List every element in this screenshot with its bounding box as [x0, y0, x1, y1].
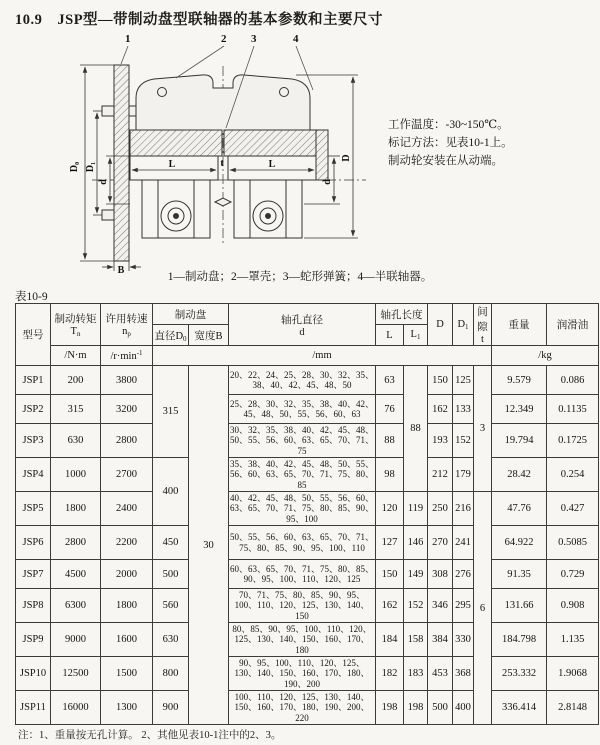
cell-disc-diameter: 900 — [153, 691, 189, 725]
cell-L: 127 — [376, 526, 404, 560]
col-header-oil: 润滑油 — [547, 304, 599, 346]
cell-D1: 330 — [453, 623, 474, 657]
cell-D1: 179 — [453, 458, 474, 492]
cell-speed: 2200 — [101, 526, 153, 560]
cell-disc-diameter: 800 — [153, 657, 189, 691]
cell-torque: 16000 — [51, 691, 101, 725]
col-header-disc-width: 宽度B — [189, 325, 229, 346]
col-header-bore-diameter: 轴孔直径 d — [229, 304, 376, 346]
cell-model: JSP4 — [16, 458, 51, 492]
cell-model: JSP6 — [16, 526, 51, 560]
cell-weight: 91.35 — [492, 560, 547, 589]
cell-model: JSP8 — [16, 589, 51, 623]
page-title: 10.9 JSP型—带制动盘型联轴器的基本参数和主要尺寸 — [15, 12, 384, 28]
cell-model: JSP5 — [16, 492, 51, 526]
cell-weight: 131.66 — [492, 589, 547, 623]
cell-D: 384 — [428, 623, 453, 657]
cell-model: JSP3 — [16, 424, 51, 458]
cell-bore-diameters: 70、71、75、80、85、90、95、100、110、120、125、130、140、150 — [229, 589, 376, 623]
cell-disc-diameter: 560 — [153, 589, 189, 623]
cell-D: 193 — [428, 424, 453, 458]
cell-speed: 2400 — [101, 492, 153, 526]
cell-oil: 1.135 — [547, 623, 599, 657]
part-number-1: 1 — [125, 33, 131, 45]
dim-label-l-right: L — [268, 159, 276, 170]
cell-D: 500 — [428, 691, 453, 725]
parameters-table — [15, 303, 599, 725]
table-row — [16, 623, 599, 657]
cell-speed: 2800 — [101, 424, 153, 458]
note-line-mounting: 制动轮安装在从动端。 — [388, 155, 503, 167]
cell-bore-diameters: 50、55、56、60、63、65、70、71、75、80、85、90、95、100、110 — [229, 526, 376, 560]
cell-speed: 1800 — [101, 589, 153, 623]
cell-L1: 198 — [404, 691, 428, 725]
cell-speed: 3800 — [101, 366, 153, 395]
cell-weight: 47.76 — [492, 492, 547, 526]
cell-speed: 1500 — [101, 657, 153, 691]
cell-disc-diameter: 630 — [153, 623, 189, 657]
cell-bore-diameters: 20、22、24、25、28、30、32、35、38、40、42、45、48、50 — [229, 366, 376, 395]
cell-oil: 0.427 — [547, 492, 599, 526]
cell-oil: 0.254 — [547, 458, 599, 492]
cell-L: 63 — [376, 366, 404, 395]
cell-oil: 0.908 — [547, 589, 599, 623]
table-row — [16, 492, 599, 526]
cell-D: 346 — [428, 589, 453, 623]
cell-torque: 9000 — [51, 623, 101, 657]
cell-L: 76 — [376, 395, 404, 424]
col-header-disc-diameter: 直径$D_0$ — [153, 325, 189, 346]
dim-label-d-outer: D — [341, 154, 352, 162]
cell-weight: 19.794 — [492, 424, 547, 458]
col-header-torque: 制动转矩 $T_n$ — [51, 304, 101, 346]
unit-kg: /kg — [492, 346, 599, 366]
col-header-L1: $L_1$ — [404, 325, 428, 346]
cell-D: 453 — [428, 657, 453, 691]
cell-L: 120 — [376, 492, 404, 526]
col-header-speed: 许用转速 $n_p$ — [101, 304, 153, 346]
cell-D1: 216 — [453, 492, 474, 526]
cell-D: 162 — [428, 395, 453, 424]
col-header-D1: $D_1$ — [453, 304, 474, 346]
cell-model: JSP11 — [16, 691, 51, 725]
cell-disc-diameter: 400 — [153, 458, 189, 526]
table-label: 表10-9 — [15, 291, 48, 303]
unit-mm: /mm — [153, 346, 492, 366]
dim-label-l-left: L — [168, 159, 176, 170]
cell-disc-diameter: 500 — [153, 560, 189, 589]
cell-weight: 253.332 — [492, 657, 547, 691]
cell-L1: 183 — [404, 657, 428, 691]
col-header-gap: 间隙 t — [474, 304, 492, 346]
cell-D: 212 — [428, 458, 453, 492]
cell-disc-diameter: 450 — [153, 526, 189, 560]
table-row — [16, 589, 599, 623]
cell-oil: 0.729 — [547, 560, 599, 589]
table-row — [16, 657, 599, 691]
cell-L1: 152 — [404, 589, 428, 623]
cell-bore-diameters: 80、85、90、95、100、110、120、125、130、140、150、160、170、180 — [229, 623, 376, 657]
cell-bore-diameters: 30、32、35、38、40、42、45、48、50、55、56、60、63、65、70、71、75 — [230, 424, 375, 456]
cell-oil: 0.1725 — [547, 424, 599, 458]
cell-oil: 1.9068 — [547, 657, 599, 691]
cell-torque: 6300 — [51, 589, 101, 623]
table-row — [16, 458, 599, 492]
dim-label-d1: D₁ — [85, 161, 96, 173]
cell-L: 182 — [376, 657, 404, 691]
cell-model: JSP9 — [16, 623, 51, 657]
cell-speed: 1300 — [101, 691, 153, 725]
cell-L1: 88 — [404, 366, 428, 492]
cell-L: 88 — [376, 424, 404, 458]
cell-D1: 295 — [453, 589, 474, 623]
cell-torque: 315 — [51, 395, 101, 424]
cell-gap: 6 — [474, 492, 492, 725]
table-row — [16, 395, 599, 424]
col-header-model: 型号 — [16, 304, 51, 366]
cell-model: JSP1 — [16, 366, 51, 395]
cell-D1: 133 — [453, 395, 474, 424]
cell-torque: 630 — [51, 424, 101, 458]
cell-disc-width: 30 — [189, 366, 229, 725]
unit-torque: /N·m — [51, 346, 101, 366]
cell-torque: 12500 — [51, 657, 101, 691]
cell-oil: 0.1135 — [547, 395, 599, 424]
cell-torque: 1000 — [51, 458, 101, 492]
cell-gap: 3 — [474, 366, 492, 492]
note-line-temperature: 工作温度：-30~150℃。 — [388, 119, 509, 131]
cell-speed: 3200 — [101, 395, 153, 424]
cell-model: JSP10 — [16, 657, 51, 691]
cell-weight: 184.798 — [492, 623, 547, 657]
cell-torque: 1800 — [51, 492, 101, 526]
note-line-marking: 标记方法：见表10-1上。 — [388, 137, 513, 149]
cell-weight: 336.414 — [492, 691, 547, 725]
cell-bore-diameters: 100、110、120、125、130、140、150、160、170、180、190、200、220 — [229, 691, 376, 725]
part-number-4: 4 — [293, 33, 299, 45]
dim-label-d-right: d — [322, 179, 333, 185]
dim-label-do: D₀ — [69, 161, 80, 173]
coupling-drawing — [64, 30, 394, 274]
col-header-D: D — [428, 304, 453, 346]
cell-model: JSP2 — [16, 395, 51, 424]
col-header-bore-length: 轴孔长度 — [376, 304, 428, 325]
cell-oil: 0.086 — [547, 366, 599, 395]
cell-L1: 158 — [404, 623, 428, 657]
cell-L: 98 — [376, 458, 404, 492]
cell-D: 270 — [428, 526, 453, 560]
col-header-L: L — [376, 325, 404, 346]
cell-bore-diameters: 40、42、45、48、50、55、56、60、63、65、70、71、75、80、85、90、95、100 — [230, 492, 375, 524]
cell-L1: 149 — [404, 560, 428, 589]
cell-oil: 0.5085 — [547, 526, 599, 560]
cell-D1: 241 — [453, 526, 474, 560]
cell-D: 308 — [428, 560, 453, 589]
table-row — [16, 691, 599, 725]
cell-torque: 200 — [51, 366, 101, 395]
drawing-body — [92, 65, 366, 261]
cell-L: 198 — [376, 691, 404, 725]
cell-L1: 146 — [404, 526, 428, 560]
cell-bore-diameters: 90、95、100、110、120、125、130、140、150、160、170、180、190、200 — [229, 657, 376, 691]
cell-oil: 2.8148 — [547, 691, 599, 725]
figure-caption: 1—制动盘；2—罩壳；3—蛇形弹簧；4—半联轴器。 — [167, 271, 433, 283]
cell-bore-diameters: 25、28、30、32、35、38、40、42、45、48、50、55、56、60、63 — [229, 395, 376, 424]
notes-block — [388, 116, 513, 170]
table-row — [16, 366, 599, 395]
cell-model: JSP7 — [16, 560, 51, 589]
cell-speed: 2000 — [101, 560, 153, 589]
cell-speed: 1600 — [101, 623, 153, 657]
table-footnote: 注：1、重量按无孔计算。 2、其他见表10-1注中的2、3。 — [18, 730, 282, 741]
cell-D1: 400 — [453, 691, 474, 725]
col-header-weight: 重量 — [492, 304, 547, 346]
cell-D1: 125 — [453, 366, 474, 395]
cell-speed: 2700 — [101, 458, 153, 492]
cell-torque: 2800 — [51, 526, 101, 560]
col-header-brake-disc: 制动盘 — [153, 304, 229, 325]
cell-weight: 28.42 — [492, 458, 547, 492]
cell-D1: 368 — [453, 657, 474, 691]
unit-speed: $/r\cdot\min^{-1}$ — [101, 346, 153, 366]
table-row — [16, 424, 599, 458]
cell-L: 184 — [376, 623, 404, 657]
cell-L: 150 — [376, 560, 404, 589]
cell-disc-diameter: 315 — [153, 366, 189, 458]
table-row — [16, 526, 599, 560]
cell-L: 162 — [376, 589, 404, 623]
cell-weight: 64.922 — [492, 526, 547, 560]
dim-label-b: B — [117, 265, 125, 274]
cell-weight: 9.579 — [492, 366, 547, 395]
cell-D1: 276 — [453, 560, 474, 589]
cell-D1: 152 — [453, 424, 474, 458]
dim-label-d-left: d — [98, 179, 109, 185]
cell-weight: 12.349 — [492, 395, 547, 424]
table-row — [16, 560, 599, 589]
part-number-2: 2 — [221, 33, 227, 45]
cell-bore-diameters: 35、38、40、42、45、48、50、55、56、60、63、65、70、71、75、80、85 — [230, 458, 375, 490]
cell-D: 250 — [428, 492, 453, 526]
cell-torque: 4500 — [51, 560, 101, 589]
cell-D: 150 — [428, 366, 453, 395]
dim-label-t: t — [220, 158, 224, 169]
cell-L1: 119 — [404, 492, 428, 526]
cell-bore-diameters: 60、63、65、70、71、75、80、85、90、95、100、110、120、125 — [229, 560, 376, 589]
part-number-3: 3 — [251, 33, 257, 45]
